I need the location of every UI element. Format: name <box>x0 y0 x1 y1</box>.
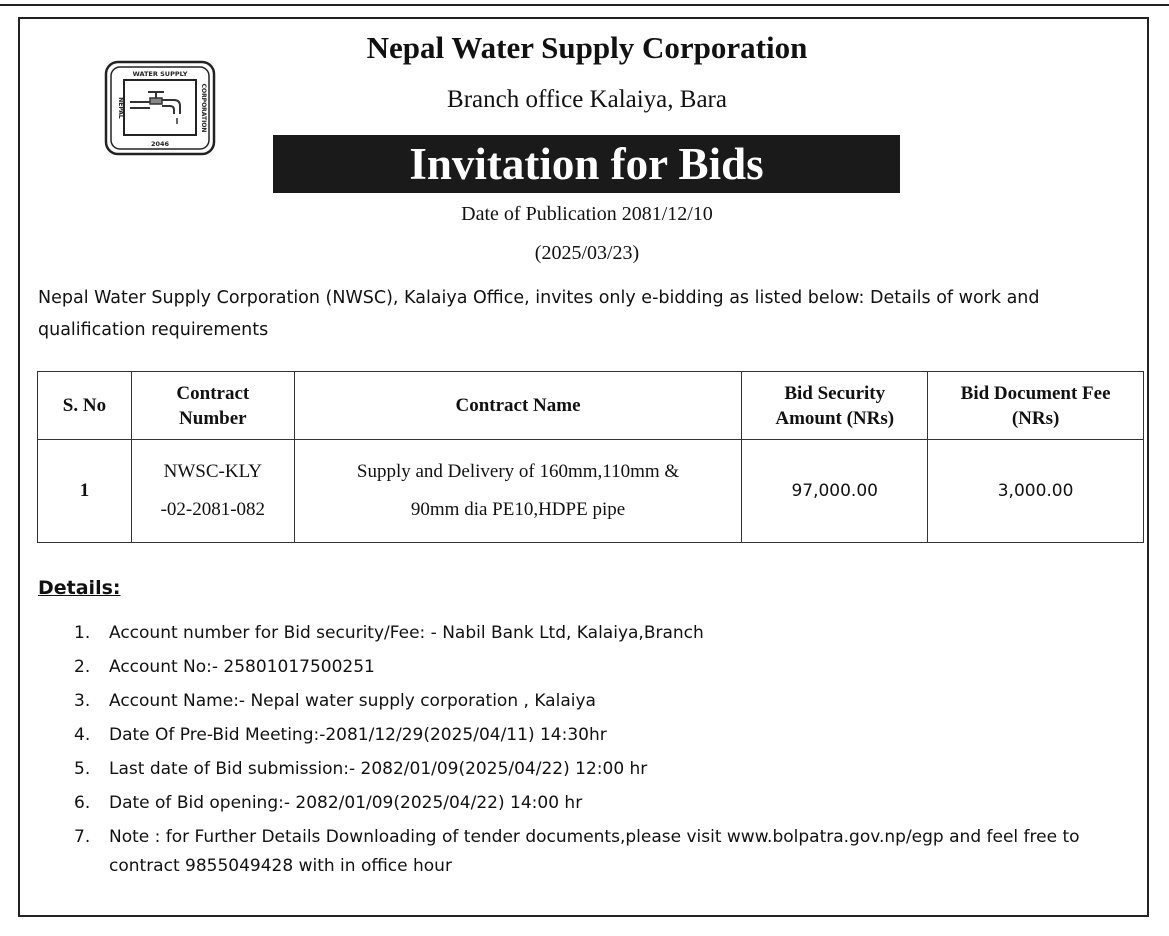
header-contract-number-line2: Number <box>179 407 247 429</box>
list-item-number: 6. <box>74 793 91 813</box>
logo-right-text: CORPORATION <box>200 83 207 133</box>
list-item-text: Account number for Bid security/Fee: - Nabil Bank Ltd, Kalaiya,Branch <box>109 623 704 643</box>
header-bid-security-line1: Bid Security <box>784 382 886 404</box>
cell-bid-fee: 3,000.00 <box>928 440 1144 543</box>
list-item-number: 3. <box>74 691 91 711</box>
header-sno: S. No <box>38 372 132 440</box>
top-rule <box>0 4 1169 6</box>
list-item <box>62 789 1132 818</box>
intro-paragraph: Nepal Water Supply Corporation (NWSC), Kalaiya Office, invites only e-bidding as listed below: Details of work and qualification requirements <box>38 288 1040 340</box>
header-bid-fee-line1: Bid Document Fee <box>960 382 1111 404</box>
list-item-number: 1. <box>74 623 91 643</box>
list-item-text: Date of Bid opening:- 2082/01/09(2025/04/22) 14:00 hr <box>109 793 583 813</box>
list-item-text: Last date of Bid submission:- 2082/01/09(2025/04/22) 12:00 hr <box>109 759 648 779</box>
header-contract-number-line1: Contract <box>176 382 250 404</box>
header-bid-fee <box>928 372 1144 440</box>
table-row <box>38 440 1144 543</box>
logo-bottom-text: 2046 <box>150 140 170 148</box>
header-bid-fee-line2: (NRs) <box>1011 407 1060 429</box>
list-item-number: 4. <box>74 725 91 745</box>
logo-top-text: WATER SUPPLY <box>132 70 188 78</box>
list-item-text: Note : for Further Details Downloading of tender documents,please visit www.bolpatra.gov.np/egp and feel free to contract 9855049428 with in office hour <box>109 827 1080 876</box>
cell-contract-number-line2: -02-2081-082 <box>160 499 266 520</box>
list-item-text: Account No:- 25801017500251 <box>109 657 375 677</box>
details-title: Details: <box>38 577 121 599</box>
cell-contract-number <box>131 440 294 543</box>
cell-contract-name-line1: Supply and Delivery of 160mm,110mm & <box>356 461 680 482</box>
publication-date: Date of Publication 2081/12/10 <box>461 203 713 225</box>
list-item-number: 7. <box>74 827 91 847</box>
header-bid-security-line2: Amount (NRs) <box>775 407 895 429</box>
details-list <box>62 619 1132 886</box>
list-item <box>62 721 1132 750</box>
bids-table <box>37 371 1144 543</box>
list-item-number: 2. <box>74 657 91 677</box>
branch-office: Branch office Kalaiya, Bara <box>447 86 727 113</box>
list-item <box>62 687 1132 716</box>
invitation-banner: Invitation for Bids <box>273 135 900 193</box>
header-bid-security <box>742 372 928 440</box>
list-item-number: 5. <box>74 759 91 779</box>
header-contract-name: Contract Name <box>294 372 742 440</box>
list-item-text: Date Of Pre-Bid Meeting:-2081/12/29(2025/04/11) 14:30hr <box>109 725 607 745</box>
list-item <box>62 755 1132 784</box>
cell-contract-number-line1: NWSC-KLY <box>163 461 263 482</box>
cell-sno: 1 <box>38 440 132 543</box>
cell-bid-security: 97,000.00 <box>742 440 928 543</box>
logo-left-text: NEPAL <box>117 97 124 119</box>
cell-contract-name <box>294 440 742 543</box>
list-item <box>62 653 1132 682</box>
list-item-text: Account Name:- Nepal water supply corporation , Kalaiya <box>109 691 596 711</box>
publication-date-ad: (2025/03/23) <box>534 242 640 264</box>
organization-name: Nepal Water Supply Corporation <box>366 30 808 65</box>
list-item <box>62 823 1132 881</box>
header-contract-number <box>131 372 294 440</box>
list-item <box>62 619 1132 648</box>
table-header-row <box>38 372 1144 440</box>
cell-contract-name-line2: 90mm dia PE10,HDPE pipe <box>410 499 626 520</box>
